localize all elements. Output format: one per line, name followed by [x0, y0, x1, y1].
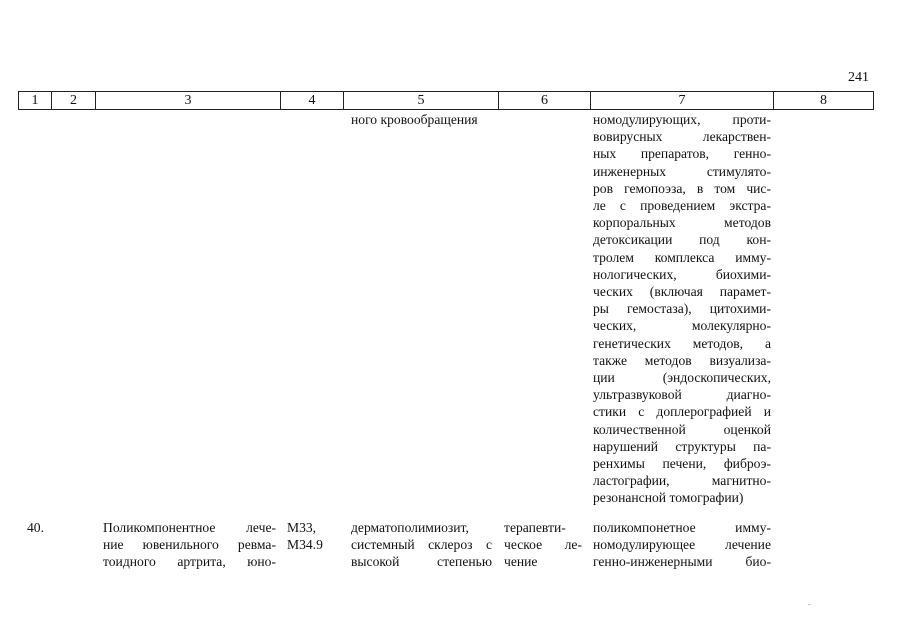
- column-number-6: 6: [499, 92, 591, 110]
- text-line: также методов визуализа-: [593, 352, 771, 368]
- text-line: ластографии, магнитно-: [593, 473, 771, 489]
- text-line: системный склероз с: [351, 537, 492, 553]
- text-line: ных препаратов, генно-: [593, 146, 771, 162]
- text-line: поликомпонетное имму-: [593, 520, 771, 535]
- row40-col3: [103, 519, 276, 571]
- text-line: ле с проведением экстра-: [593, 198, 771, 214]
- text-line: резонансной томографии): [593, 490, 744, 506]
- text-line: вовирусных лекарствен-: [593, 129, 771, 145]
- scan-speck: [808, 604, 811, 605]
- page-number: 241: [848, 70, 869, 85]
- row40-col5: [351, 519, 492, 571]
- text-line: ренхимы печени, фиброэ-: [593, 456, 771, 472]
- text-line: ров гемопоэза, в том чис-: [593, 180, 771, 196]
- text-line: тоидного артрита, юно-: [103, 554, 276, 570]
- text-line: ции (эндоскопических,: [593, 370, 771, 386]
- text-line: ультразвуковой диагно-: [593, 387, 771, 403]
- text-line: генно-инженерными био-: [593, 554, 771, 570]
- column-number-2: 2: [52, 92, 96, 110]
- text-line: терапевти-: [504, 520, 566, 535]
- row40-col6: [504, 519, 582, 571]
- column-number-5: 5: [344, 92, 499, 110]
- text-line: ческое ле-: [504, 537, 582, 553]
- column-header-row: [18, 91, 874, 110]
- row40-col7: [593, 519, 771, 571]
- column-number-1: 1: [19, 92, 52, 110]
- continuation-col5: [351, 111, 511, 128]
- text-line: номодулирующих, проти-: [593, 112, 771, 127]
- text-line: ческих (включая парамет-: [593, 284, 771, 300]
- text-line: ние ювенильного ревма-: [103, 537, 276, 553]
- text-line: M34.9: [287, 537, 323, 553]
- text-line: Поликомпонентное лече-: [103, 520, 276, 535]
- text-line: нологических, биохими-: [593, 266, 771, 282]
- text-line: M33,: [287, 520, 317, 535]
- text-line: ного кровообращения: [351, 112, 478, 127]
- column-number-3: 3: [96, 92, 281, 110]
- text-line: генетических методов, а: [593, 335, 771, 351]
- row40-col4-codes: [287, 519, 342, 553]
- text-line: тролем комплекса имму-: [593, 249, 771, 265]
- text-line: ческих, молекулярно-: [593, 318, 771, 334]
- column-number-7: 7: [591, 92, 774, 110]
- text-line: инженерных стимулято-: [593, 163, 771, 179]
- text-line: высокой степенью: [351, 554, 492, 570]
- text-line: нарушений структуры па-: [593, 438, 771, 454]
- text-line: корпоральных методов: [593, 215, 771, 231]
- text-line: детоксикации под кон-: [593, 232, 771, 248]
- text-line: дерматополимиозит,: [351, 520, 469, 535]
- row-number: 40.: [27, 520, 44, 535]
- column-number-8: 8: [774, 92, 874, 110]
- text-line: ры гемостаза), цитохими-: [593, 301, 771, 317]
- column-number-4: 4: [281, 92, 344, 110]
- text-line: количественной оценкой: [593, 421, 771, 437]
- text-line: номодулирующее лечение: [593, 537, 771, 553]
- continuation-col7: [593, 111, 771, 507]
- text-line: чение: [504, 554, 538, 570]
- text-line: стики с доплерографией и: [593, 404, 771, 420]
